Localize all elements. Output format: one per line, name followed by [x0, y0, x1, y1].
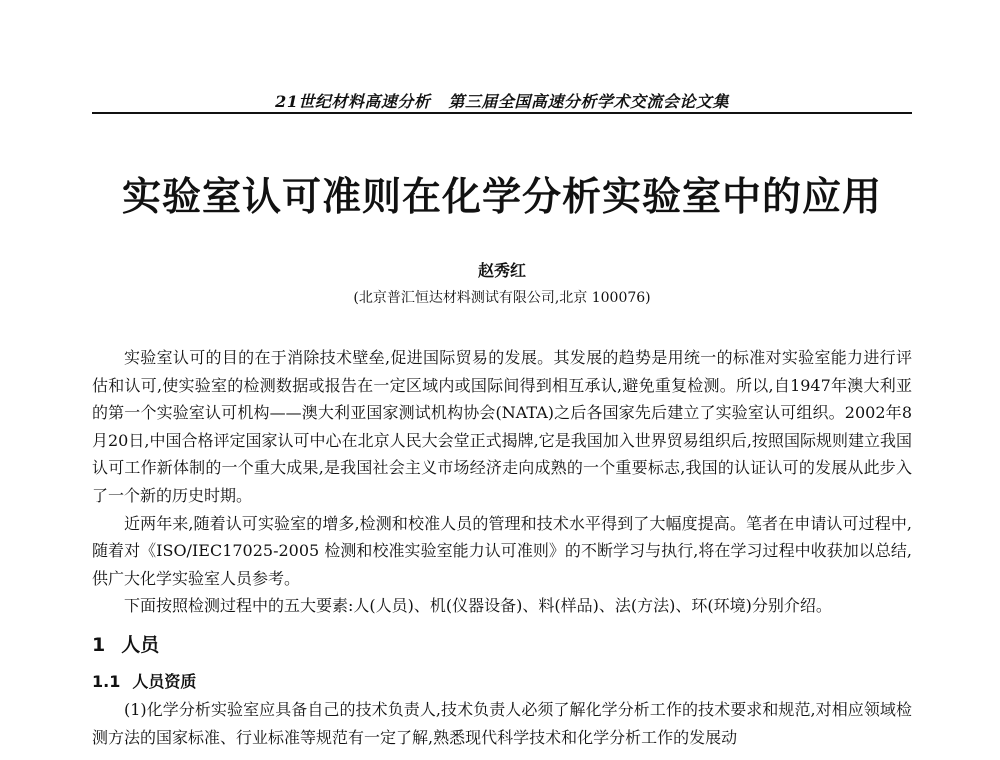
section-heading-1: [92, 630, 912, 660]
section-1-1-paragraph: (1)化学分析实验室应具备自己的技术负责人,技术负责人必须了解化学分析工作的技术要求和规范,对相应领域检测方法的国家标准、行业标准等规范有一定了解,熟悉现代科学技术和化学分析工作的发展动: [92, 699, 912, 747]
intro-paragraph-1: 实验室认可的目的在于消除技术壁垒,促进国际贸易的发展。其发展的趋势是用统一的标准对实验室能力进行评估和认可,使实验室的检测数据或报告在一定区域内或国际间得到相互承认,避免重复检测。所以,自1947年澳大利亚的第一个实验室认可机构——澳大利亚国家测试机构协会(NATA)之后各国家先后建立了实验室认可组织。2002年8月20日,中国合格评定国家认可中心在北京人民大会堂正式揭牌,它是我国加入世界贸易组织后,按照国际规则建立我国认可工作新体制的一个重大成果,是我国社会主义市场经济走向成熟的一个重要标志,我国的认证认可的发展从此步入了一个新的历史时期。: [92, 348, 912, 505]
intro-paragraph-3: 下面按照检测过程中的五大要素:人(人员)、机(仪器设备)、料(样品)、法(方法)、环(环境)分别介绍。: [124, 596, 832, 616]
section-number: 1: [92, 633, 106, 656]
subsection-heading-1-1: [92, 668, 912, 696]
intro-paragraph-2: 近两年来,随着认可实验室的增多,检测和校准人员的管理和技术水平得到了大幅度提高。笔者在申请认可过程中,随着对《ISO/IEC17025-2005 检测和校准实验室能力认可准则》的不断学习与执行,将在学习过程中收获加以总结,供广大化学实验室人员参考。: [92, 513, 912, 588]
subsection-number: 1.1: [92, 671, 121, 691]
author-name: 赵秀红: [477, 261, 526, 280]
article-body: [92, 344, 912, 751]
author-affiliation: (北京普汇恒达材料测试有限公司,北京 100076): [353, 290, 651, 306]
section-title: 人员: [121, 633, 160, 656]
header-rule: [92, 112, 912, 114]
header-series: 21世纪材料高速分析: [275, 92, 431, 111]
subsection-title: 人员资质: [132, 671, 197, 691]
running-header: [92, 89, 912, 112]
article-title: 实验室认可准则在化学分析实验室中的应用: [121, 175, 882, 220]
header-proceedings: 第三届全国高速分析学术交流会论文集: [448, 92, 729, 111]
